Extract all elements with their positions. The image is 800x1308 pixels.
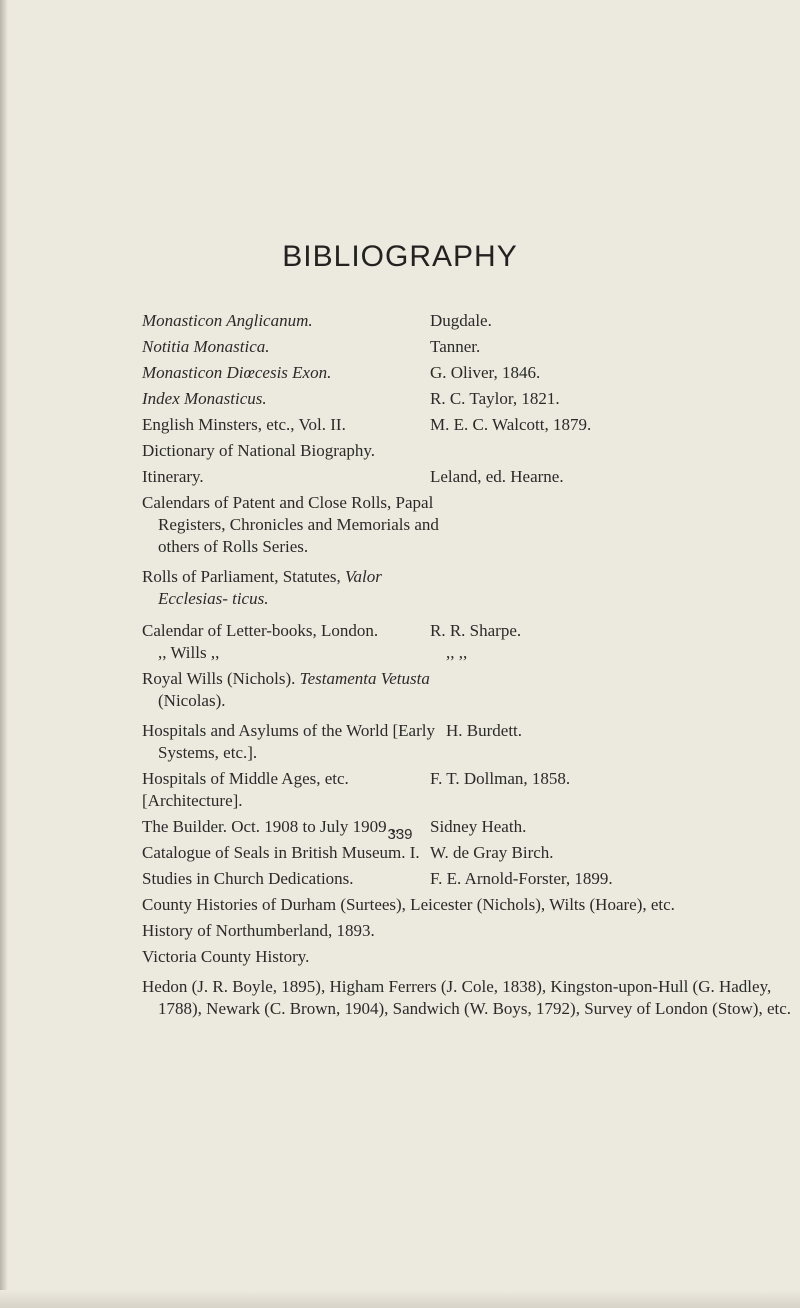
page-number: 339 bbox=[387, 826, 413, 843]
entry-author: F. E. Arnold-Forster, 1899. bbox=[430, 869, 613, 888]
entry-full bbox=[142, 668, 458, 712]
page-edge-left bbox=[0, 0, 8, 1308]
entry-title: ,, Wills ,, bbox=[158, 643, 220, 662]
entry-author: Dugdale. bbox=[430, 311, 492, 330]
entry-author: H. Burdett. bbox=[446, 721, 523, 740]
entry-full: Hedon (J. R. Boyle, 1895), Higham Ferrers (J. Cole, 1838), Kingston-upon-Hull (G. Hadley, 1788), Newark (C. Brown, 1904), Sandwich (W. Boys, 1792), Survey of London (Stow), etc. bbox=[142, 977, 792, 1018]
entry-row bbox=[142, 362, 782, 384]
entry-text-italic: Testamenta Vetusta bbox=[299, 669, 430, 688]
entry-title: Catalogue of Seals in British Museum. I. bbox=[142, 843, 420, 862]
entry-title: Calendar of Letter-books, London. bbox=[142, 621, 379, 640]
entry-text-italic: Valor Ecclesias- ticus. bbox=[158, 567, 382, 608]
entry-author: Leland, ed. Hearne. bbox=[430, 467, 564, 486]
entry-row bbox=[142, 768, 782, 812]
entry-title: Monasticon Diœcesis Exon. bbox=[142, 363, 332, 382]
entry-author: Tanner. bbox=[430, 337, 481, 356]
entry-full bbox=[142, 566, 448, 610]
entry-row bbox=[142, 414, 782, 436]
entry-title: Dictionary of National Biography. bbox=[142, 441, 376, 460]
entry-title: English Minsters, etc., Vol. II. bbox=[142, 415, 346, 434]
entry-author: R. C. Taylor, 1821. bbox=[430, 389, 560, 408]
entry-row bbox=[142, 466, 782, 488]
entry-full: County Histories of Durham (Surtees), Leicester (Nichols), Wilts (Hoare), etc. bbox=[142, 895, 675, 914]
entry-author: M. E. C. Walcott, 1879. bbox=[430, 415, 592, 434]
entry-title: Monasticon Anglicanum. bbox=[142, 311, 313, 330]
entry-title: Notitia Monastica. bbox=[142, 337, 270, 356]
entry-row bbox=[142, 388, 782, 410]
entry-row bbox=[142, 642, 782, 664]
page-title: BIBLIOGRAPHY bbox=[282, 240, 518, 273]
entry-title: Hospitals and Asylums of the World [Early Systems, etc.]. bbox=[142, 721, 435, 762]
entry-full: History of Northumberland, 1893. bbox=[142, 921, 375, 940]
entry-title: Hospitals of Middle Ages, etc. [Architecture]. bbox=[142, 769, 349, 810]
entry-title: Studies in Church Dedications. bbox=[142, 869, 354, 888]
entry-author: G. Oliver, 1846. bbox=[430, 363, 541, 382]
entry-row bbox=[142, 842, 782, 864]
entry-title: Index Monasticus. bbox=[142, 389, 267, 408]
bibliography-list bbox=[142, 310, 792, 1020]
entry-author: W. de Gray Birch. bbox=[430, 843, 554, 862]
page-edge-bottom bbox=[0, 1290, 800, 1308]
entry-text: Royal Wills (Nichols). bbox=[142, 669, 300, 688]
entry-author: Sidney Heath. bbox=[430, 817, 527, 836]
entry-author: F. T. Dollman, 1858. bbox=[430, 769, 571, 788]
entry-title: Itinerary. bbox=[142, 467, 204, 486]
entry-author: ,, ,, bbox=[446, 643, 468, 662]
entry-author: R. R. Sharpe. bbox=[430, 621, 522, 640]
entry-full: Calendars of Patent and Close Rolls, Papal Registers, Chronicles and Memorials and others of Rolls Series. bbox=[142, 493, 439, 556]
entry-row bbox=[142, 620, 782, 642]
entry-title: The Builder. Oct. 1908 to July 1909 ,, bbox=[142, 817, 400, 836]
entry-text: Rolls of Parliament, Statutes, bbox=[142, 567, 346, 586]
entry-text: (Nicolas). bbox=[158, 691, 226, 710]
entry-row bbox=[142, 336, 782, 358]
entry-row bbox=[142, 440, 782, 462]
entry-row bbox=[142, 868, 782, 890]
entry-row bbox=[142, 720, 782, 764]
entry-full: Victoria County History. bbox=[142, 947, 310, 966]
entry-row bbox=[142, 310, 782, 332]
